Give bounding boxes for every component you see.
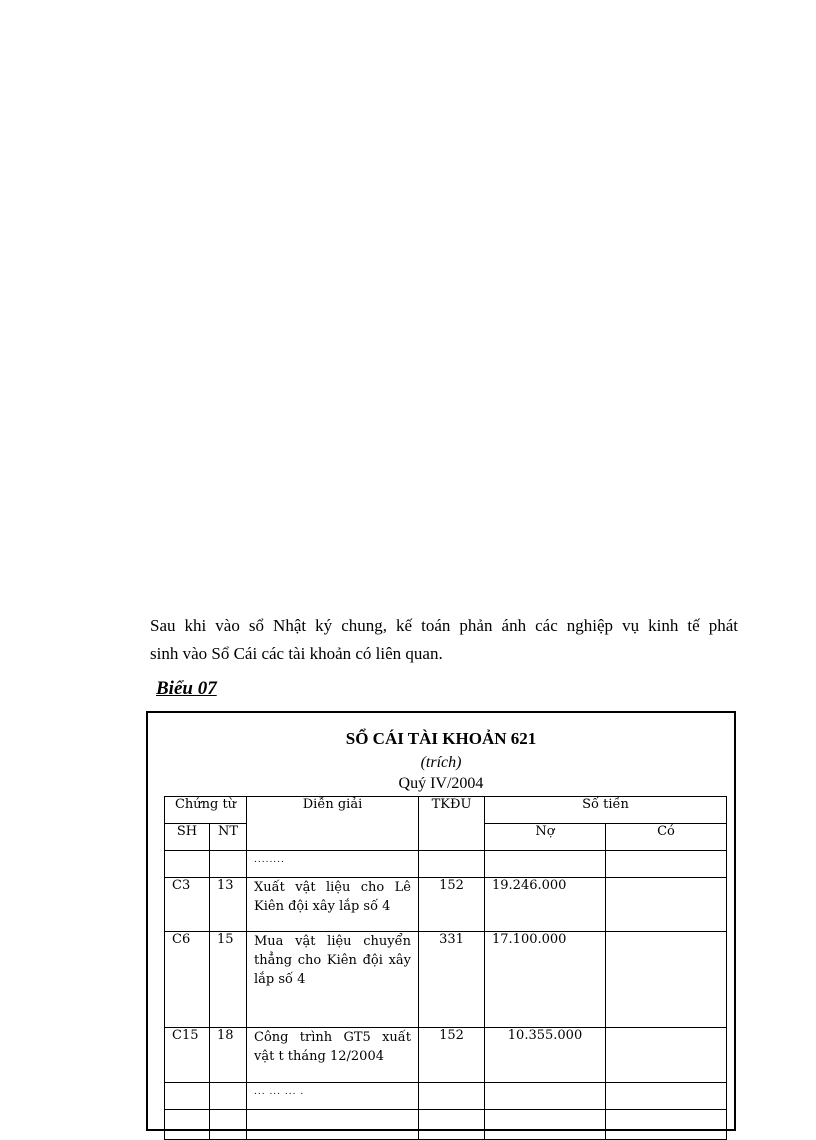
cell-nt: 13	[210, 878, 247, 932]
table-row	[165, 1028, 727, 1083]
cell-description: Xuất vật liệu cho Lê Kiên đội xây lắp số 4	[247, 878, 419, 932]
cell-credit	[606, 932, 727, 1028]
intro-line-2: sinh vào Sổ Cái các tài khoản có liên quan.	[150, 644, 443, 663]
cell-account	[419, 1083, 485, 1110]
cell-credit	[606, 851, 727, 878]
cell-debit: 19.246.000	[485, 878, 606, 932]
cell-account: 152	[419, 878, 485, 932]
table-row	[165, 1110, 727, 1140]
ledger-table	[164, 796, 727, 1140]
cell-sh: C3	[165, 878, 210, 932]
cell-debit: 10.355.000	[485, 1028, 606, 1083]
table-row	[165, 932, 727, 1028]
cell-credit	[606, 1083, 727, 1110]
header-description: Diễn giải	[247, 797, 419, 851]
header-amount: Số tiền	[485, 797, 727, 824]
table-row	[165, 1083, 727, 1110]
ledger-title: SỔ CÁI TÀI KHOẢN 621	[345, 729, 537, 748]
header-nt: NT	[210, 824, 247, 851]
header-credit: Có	[606, 824, 727, 851]
ledger-frame	[146, 711, 736, 1131]
cell-nt: 15	[210, 932, 247, 1028]
cell-sh	[165, 851, 210, 878]
cell-account	[419, 851, 485, 878]
cell-account: 152	[419, 1028, 485, 1083]
cell-credit	[606, 1028, 727, 1083]
cell-description: ... ... ... .	[247, 1083, 419, 1110]
exhibit-label: Biểu 07	[156, 678, 217, 699]
ledger-subtitle: (trích)	[420, 754, 462, 771]
cell-credit	[606, 878, 727, 932]
cell-description: Mua vật liệu chuyển thẳng cho Kiên đội xây lắp số 4	[247, 932, 419, 1028]
cell-nt	[210, 1083, 247, 1110]
cell-nt	[210, 851, 247, 878]
header-sh: SH	[165, 824, 210, 851]
table-row	[165, 851, 727, 878]
cell-nt: 18	[210, 1028, 247, 1083]
intro-paragraph	[146, 612, 738, 668]
ledger-period: Quý IV/2004	[398, 775, 484, 792]
cell-sh: C6	[165, 932, 210, 1028]
intro-line-1: Sau khi vào sổ Nhật ký chung, kế toán phản ánh các nghiệp vụ kinh tế phát	[150, 616, 738, 635]
cell-description: ........	[247, 851, 419, 878]
header-account: TKĐU	[419, 797, 485, 851]
cell-sh	[165, 1083, 210, 1110]
cell-description: Công trình GT5 xuất vật t tháng 12/2004	[247, 1028, 419, 1083]
cell-sh: C15	[165, 1028, 210, 1083]
cell-debit	[485, 851, 606, 878]
cell-account: 331	[419, 932, 485, 1028]
table-row	[165, 878, 727, 932]
cell-debit: 17.100.000	[485, 932, 606, 1028]
cell-debit	[485, 1083, 606, 1110]
header-debit: Nợ	[485, 824, 606, 851]
header-voucher: Chứng từ	[165, 797, 247, 824]
